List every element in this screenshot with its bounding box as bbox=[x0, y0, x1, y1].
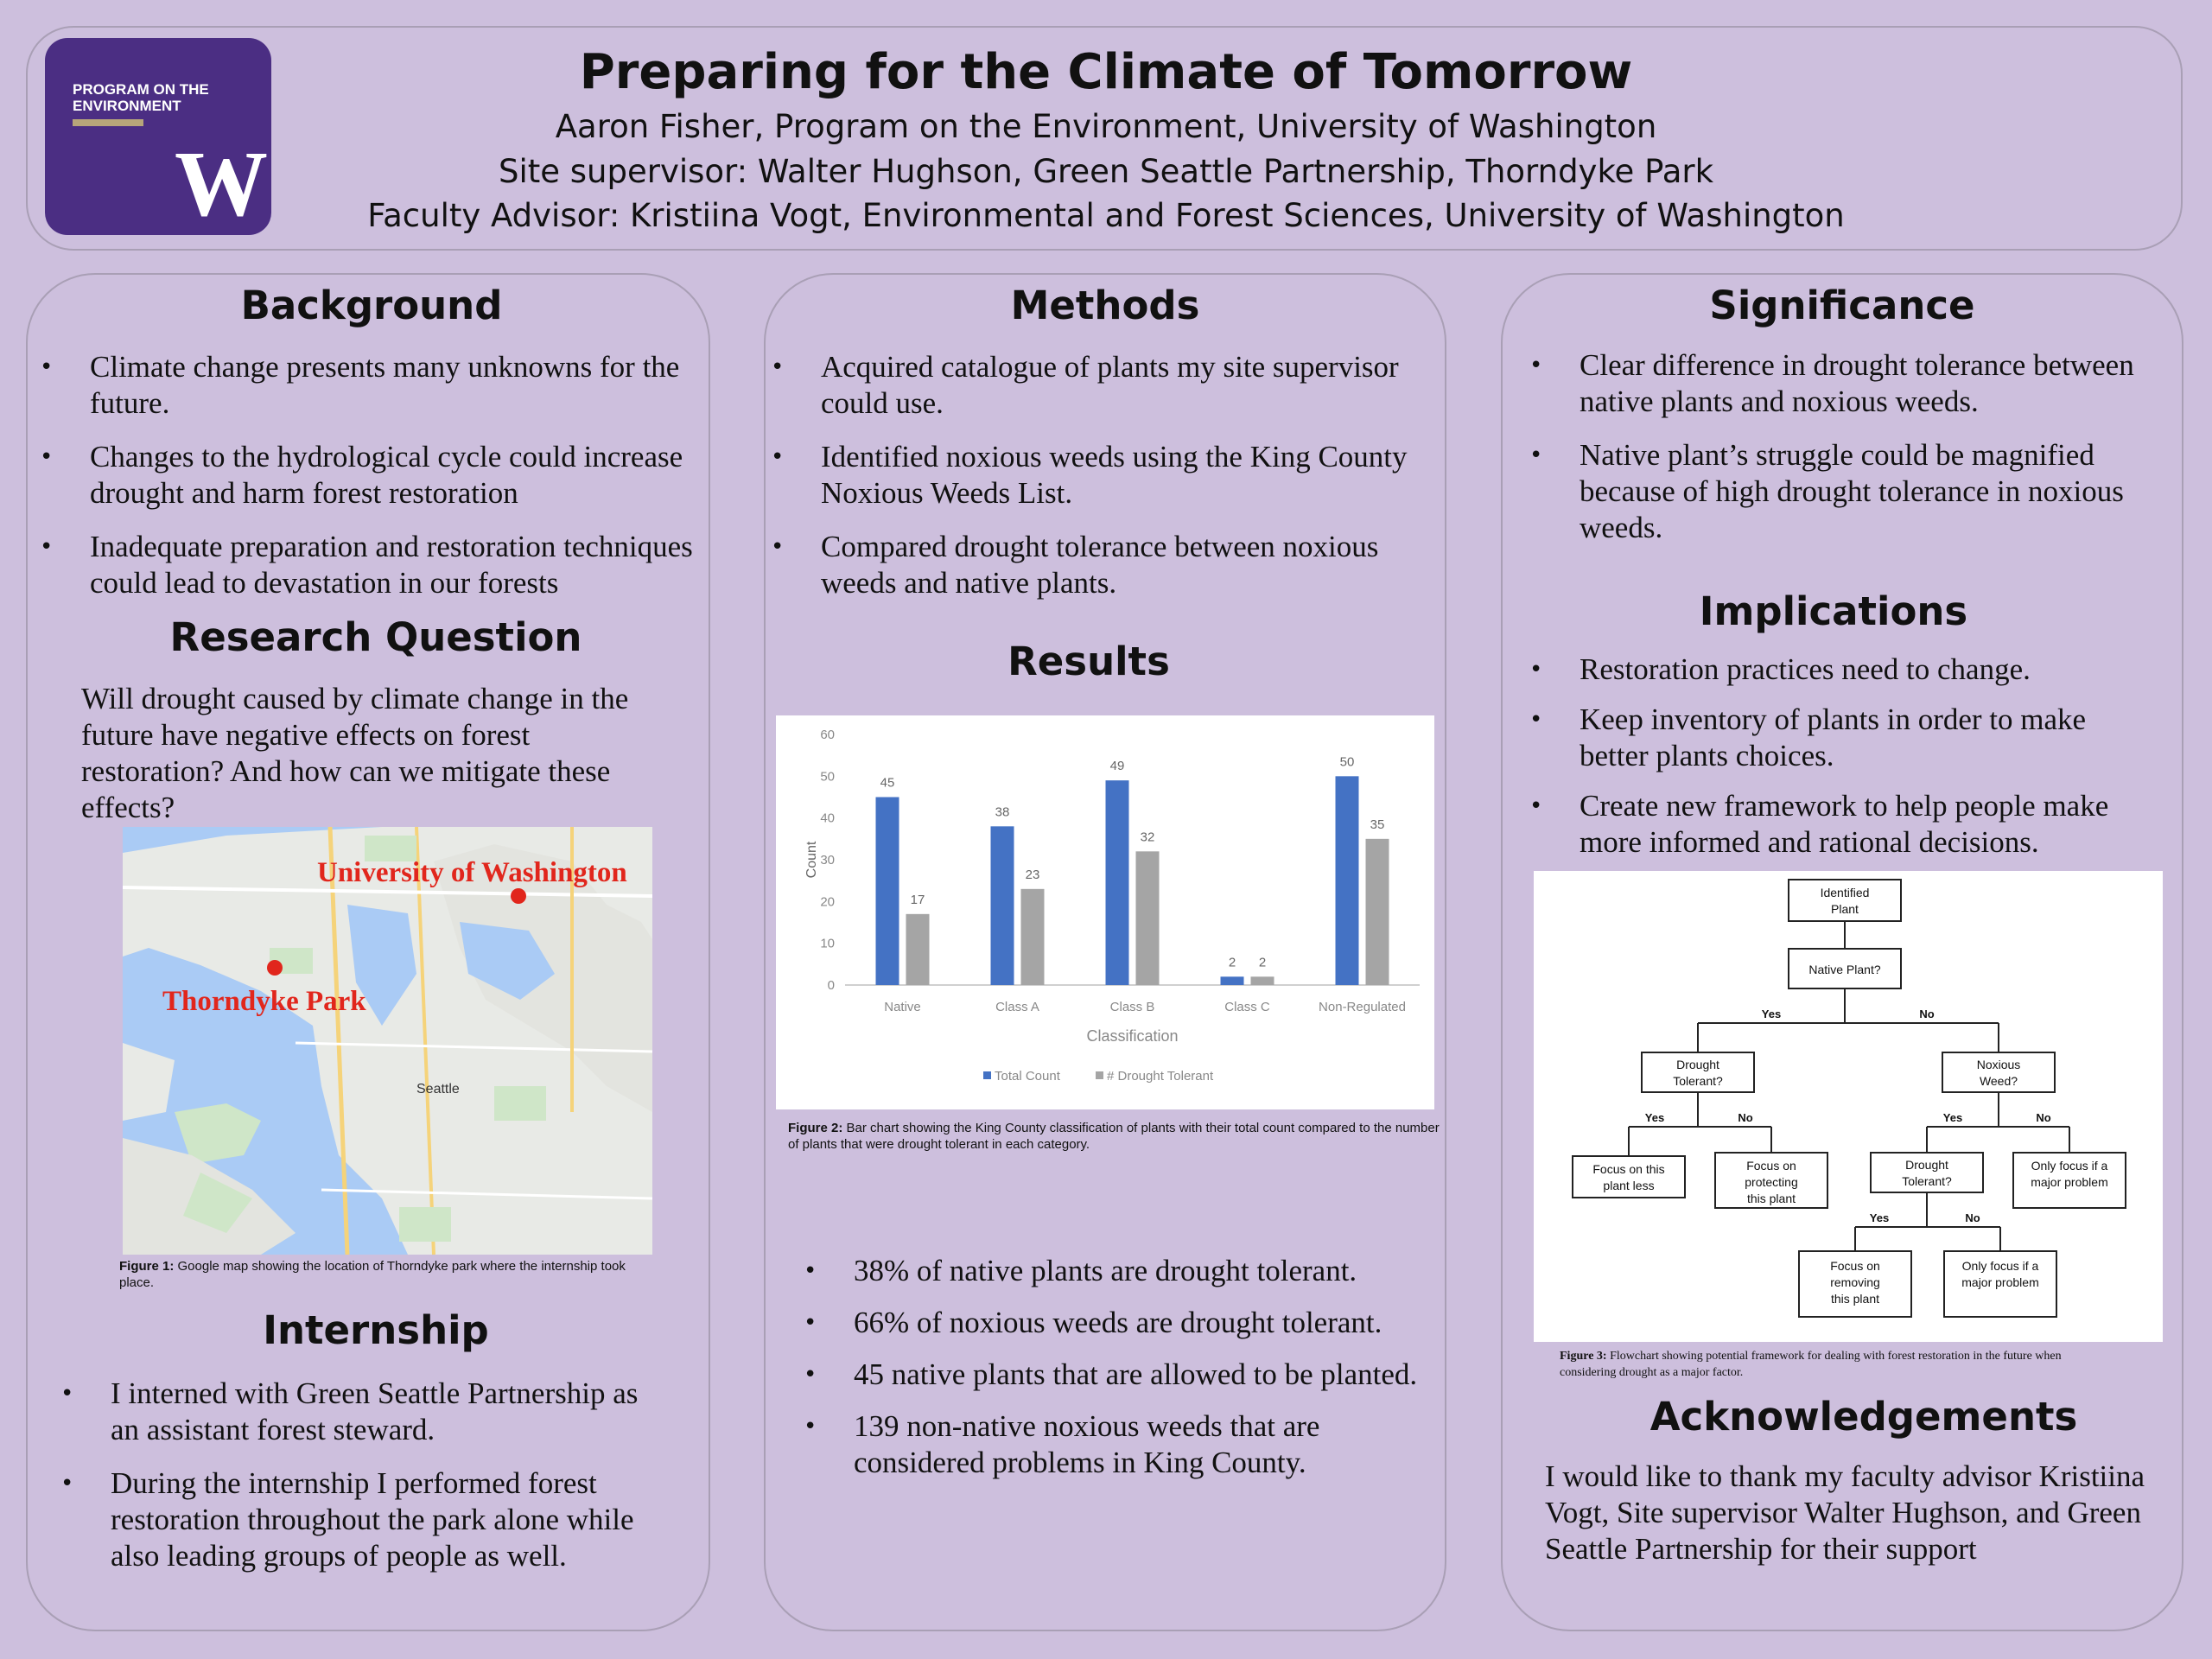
figure-2-caption-text: Bar chart showing the King County classification of plants with their total count compared to the number of plants that were drought tolerant in each category. bbox=[788, 1121, 1440, 1152]
y-tick-label: 60 bbox=[820, 728, 835, 742]
implications-list bbox=[1529, 652, 2152, 878]
methods-heading: Methods bbox=[1010, 283, 1200, 328]
edge-label-no: No bbox=[1965, 1211, 1980, 1224]
figure-1-caption bbox=[119, 1258, 655, 1291]
x-tick-label: Class B bbox=[1109, 1000, 1155, 1014]
x-tick-label: Class A bbox=[995, 1000, 1039, 1014]
background-item: • Changes to the hydrological cycle could increase drought and harm forest restoration bbox=[40, 439, 710, 512]
edge-label-yes: Yes bbox=[1869, 1211, 1890, 1224]
y-tick-label: 10 bbox=[820, 936, 835, 951]
legend-label: Total Count bbox=[995, 1069, 1060, 1084]
bar-drought bbox=[906, 914, 930, 985]
location-map bbox=[123, 827, 652, 1255]
implications-heading: Implications bbox=[1699, 588, 1968, 634]
acknowledgements-text: I would like to thank my faculty advisor Kristiina Vogt, Site supervisor Walter Hughson, and Green Seattle Partnership for their support bbox=[1545, 1459, 2145, 1566]
background-item: • Inadequate preparation and restoration techniques could lead to devastation in our forests bbox=[40, 529, 710, 601]
bar-drought bbox=[1366, 839, 1389, 985]
significance-item: • Clear difference in drought tolerance between native plants and noxious weeds. bbox=[1529, 347, 2152, 420]
methods-item: • Acquired catalogue of plants my site supervisor could use. bbox=[771, 349, 1427, 422]
edge-label-yes: Yes bbox=[1644, 1111, 1665, 1124]
bar-total bbox=[991, 826, 1014, 985]
methods-item: • Identified noxious weeds using the King County Noxious Weeds List. bbox=[771, 439, 1427, 512]
legend-swatch-drought bbox=[1096, 1071, 1103, 1079]
data-label: 38 bbox=[995, 804, 1010, 820]
supervisor-line: Site supervisor: Walter Hughson, Green Seattle Partnership, Thorndyke Park bbox=[498, 153, 1714, 190]
figure-3-caption-label: Figure 3: bbox=[1560, 1350, 1607, 1363]
internship-heading: Internship bbox=[263, 1307, 489, 1353]
bar-total bbox=[876, 798, 899, 986]
x-axis-title: Classification bbox=[1086, 1027, 1179, 1045]
logo-w-mark: W bbox=[175, 133, 264, 236]
framework-flowchart bbox=[1534, 871, 2163, 1342]
results-item: • 45 native plants that are allowed to be planted. bbox=[804, 1357, 1443, 1393]
node-focus-less-label: Focus on this plant less bbox=[1592, 1162, 1665, 1192]
poster-title: Preparing for the Climate of Tomorrow bbox=[579, 44, 1633, 100]
internship-item: • I interned with Green Seattle Partnership as an assistant forest steward. bbox=[60, 1376, 674, 1448]
map-graphic bbox=[123, 827, 652, 1255]
advisor-line: Faculty Advisor: Kristiina Vogt, Environmental and Forest Sciences, University of Washington bbox=[367, 197, 1845, 234]
y-tick-label: 0 bbox=[827, 978, 835, 993]
x-tick-label: Native bbox=[884, 1000, 921, 1014]
bar-drought bbox=[1251, 976, 1274, 985]
bar-chart-svg bbox=[776, 715, 1434, 1109]
bar-total bbox=[1336, 776, 1359, 985]
legend-swatch-total bbox=[983, 1071, 991, 1079]
bar-drought bbox=[1136, 851, 1160, 985]
bar-chart bbox=[776, 715, 1434, 1109]
edge-label-yes: Yes bbox=[1761, 1007, 1782, 1020]
edge-label-yes: Yes bbox=[1942, 1111, 1963, 1124]
significance-list bbox=[1529, 347, 2152, 563]
y-tick-label: 50 bbox=[820, 769, 835, 785]
methods-list bbox=[771, 349, 1427, 619]
edge-label-no: No bbox=[2036, 1111, 2051, 1124]
park-marker-icon bbox=[267, 960, 283, 976]
data-label: 45 bbox=[880, 775, 895, 791]
y-tick-label: 20 bbox=[820, 894, 835, 910]
flowchart-svg bbox=[1534, 871, 2163, 1342]
x-tick-label: Class C bbox=[1224, 1000, 1270, 1014]
figure-3-caption-text: Flowchart showing potential framework for dealing with forest restoration in the future when considering drought as a major factor. bbox=[1560, 1350, 2062, 1379]
implications-item: • Restoration practices need to change. bbox=[1529, 652, 2152, 688]
y-tick-label: 40 bbox=[820, 810, 835, 826]
map-label-park: Thorndyke Park bbox=[162, 986, 366, 1017]
data-label: 23 bbox=[1025, 867, 1040, 882]
background-list bbox=[40, 349, 710, 619]
significance-item: • Native plant’s struggle could be magnified because of high drought tolerance in noxious weeds. bbox=[1529, 437, 2152, 546]
node-identified-plant-label: Identified Plant bbox=[1820, 886, 1870, 916]
data-label: 2 bbox=[1228, 955, 1236, 970]
node-drought-tolerant-2-label: Drought Tolerant? bbox=[1902, 1158, 1952, 1188]
research-question-text: Will drought caused by climate change in the future have negative effects on forest restoration? And how can we mitigate these effects? bbox=[81, 682, 629, 824]
bar-total bbox=[1221, 976, 1244, 985]
legend-label: # Drought Tolerant bbox=[1107, 1069, 1214, 1084]
uw-marker-icon bbox=[511, 888, 526, 904]
x-tick-label: Non-Regulated bbox=[1319, 1000, 1406, 1014]
data-label: 32 bbox=[1140, 830, 1155, 845]
data-label: 35 bbox=[1370, 817, 1385, 832]
data-label: 2 bbox=[1258, 955, 1267, 970]
results-heading: Results bbox=[1007, 639, 1170, 684]
internship-list bbox=[60, 1376, 674, 1592]
figure-1-caption-label: Figure 1: bbox=[119, 1259, 175, 1274]
edge-label-no: No bbox=[1738, 1111, 1753, 1124]
author-line: Aaron Fisher, Program on the Environment, University of Washington bbox=[555, 108, 1657, 145]
results-list bbox=[804, 1253, 1443, 1498]
results-item: • 66% of noxious weeds are drought tolerant. bbox=[804, 1305, 1443, 1341]
significance-heading: Significance bbox=[1709, 283, 1975, 328]
logo-gold-bar bbox=[73, 119, 143, 126]
background-item: • Climate change presents many unknowns for the future. bbox=[40, 349, 710, 422]
data-label: 50 bbox=[1339, 754, 1355, 770]
bar-drought bbox=[1021, 889, 1045, 985]
y-tick-label: 30 bbox=[820, 853, 835, 868]
background-heading: Background bbox=[240, 283, 503, 328]
results-item: • 38% of native plants are drought tolerant. bbox=[804, 1253, 1443, 1289]
research-question-heading: Research Question bbox=[169, 614, 582, 660]
map-label-city: Seattle bbox=[416, 1082, 460, 1096]
node-noxious-weed-label: Noxious Weed? bbox=[1976, 1058, 2021, 1088]
methods-item: • Compared drought tolerance between noxious weeds and native plants. bbox=[771, 529, 1427, 601]
node-removing-label: Focus on removing this plant bbox=[1830, 1259, 1880, 1306]
map-label-uw: University of Washington bbox=[317, 857, 627, 888]
data-label: 49 bbox=[1109, 759, 1125, 774]
y-axis-title: Count bbox=[804, 841, 819, 879]
node-major-problem-1-label: Only focus if a major problem bbox=[2031, 1159, 2108, 1189]
data-label: 17 bbox=[910, 892, 925, 907]
program-logo bbox=[45, 38, 271, 235]
results-item: • 139 non-native noxious weeds that are considered problems in King County. bbox=[804, 1408, 1443, 1481]
acknowledgements-heading: Acknowledgements bbox=[1649, 1394, 2078, 1440]
figure-2-caption-label: Figure 2: bbox=[788, 1121, 843, 1135]
logo-text: PROGRAM ON THE ENVIRONMENT bbox=[73, 81, 209, 114]
implications-item: • Create new framework to help people make more informed and rational decisions. bbox=[1529, 788, 2152, 861]
bar-total bbox=[1106, 780, 1129, 985]
node-drought-tolerant-1-label: Drought Tolerant? bbox=[1673, 1058, 1723, 1088]
implications-item: • Keep inventory of plants in order to make better plants choices. bbox=[1529, 702, 2152, 774]
figure-2-caption bbox=[788, 1120, 1441, 1153]
figure-1-caption-text: Google map showing the location of Thorndyke park where the internship took place. bbox=[119, 1259, 626, 1290]
edge-label-no: No bbox=[1919, 1007, 1935, 1020]
internship-item: • During the internship I performed forest restoration throughout the park alone while also leading groups of people as well. bbox=[60, 1465, 674, 1574]
figure-3-caption bbox=[1560, 1348, 2113, 1381]
node-protect-label: Focus on protecting this plant bbox=[1745, 1159, 1798, 1205]
node-native-plant-label: Native Plant? bbox=[1808, 963, 1881, 976]
node-major-problem-2-label: Only focus if a major problem bbox=[1961, 1259, 2039, 1289]
